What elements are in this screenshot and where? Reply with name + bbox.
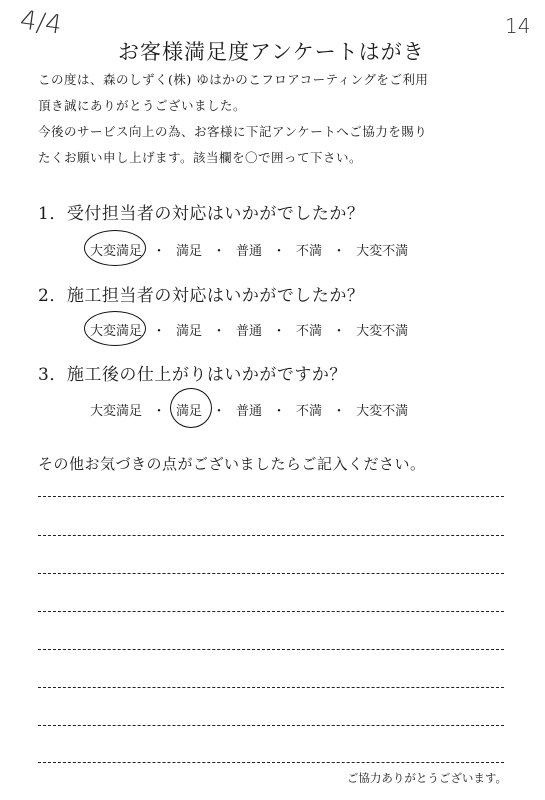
intro-line-3: 今後のサービス向上の為、お客様に下記アンケートへご協力を賜り [38, 124, 428, 139]
separator: ・ [152, 244, 166, 259]
separator: ・ [332, 244, 346, 259]
separator: ・ [152, 324, 166, 339]
option-very-dissatisfied[interactable]: 大変不満 [356, 324, 409, 339]
comment-line[interactable] [38, 535, 504, 536]
option-neutral[interactable]: 普通 [236, 244, 263, 259]
handwritten-corner-number: 14 [505, 14, 531, 38]
comment-line[interactable] [38, 496, 504, 497]
question-2-options [90, 320, 408, 339]
comment-line[interactable] [38, 762, 504, 763]
option-dissatisfied[interactable]: 不満 [296, 404, 323, 419]
option-dissatisfied[interactable]: 不満 [296, 244, 323, 259]
option-very-satisfied[interactable]: 大変満足 [90, 404, 143, 419]
question-2-label: 2．施工担当者の対応はいかがでしたか？ [38, 286, 365, 306]
question-1-label: 1．受付担当者の対応はいかがでしたか？ [38, 204, 365, 224]
selection-circle [84, 311, 146, 346]
option-neutral[interactable]: 普通 [236, 404, 263, 419]
separator: ・ [152, 404, 166, 419]
comment-line[interactable] [38, 687, 504, 688]
question-3-options [90, 400, 408, 419]
option-very-dissatisfied[interactable]: 大変不満 [356, 244, 409, 259]
separator: ・ [332, 404, 346, 419]
option-satisfied[interactable]: 満足 [176, 244, 203, 259]
selection-circle [170, 388, 212, 428]
intro-line-2: 頂き誠にありがとうございました。 [38, 98, 247, 113]
selection-circle [84, 230, 146, 266]
comment-line[interactable] [38, 611, 504, 612]
separator: ・ [272, 324, 286, 339]
separator: ・ [212, 404, 226, 419]
comment-line[interactable] [38, 725, 504, 726]
option-very-satisfied[interactable]: 大変満足 [90, 320, 142, 339]
question-1-options [90, 240, 408, 259]
intro-line-4: たくお願い申し上げます。該当欄を〇で囲って下さい。 [38, 150, 363, 165]
closing-note: ご協力ありがとうございます。 [346, 771, 507, 785]
separator: ・ [272, 244, 286, 259]
page-title: お客様満足度アンケートはがき [118, 40, 425, 64]
option-very-satisfied[interactable]: 大変満足 [90, 240, 142, 259]
option-dissatisfied[interactable]: 不満 [296, 324, 323, 339]
separator: ・ [212, 244, 226, 259]
option-very-dissatisfied[interactable]: 大変不満 [356, 404, 409, 419]
comment-line[interactable] [38, 649, 504, 650]
other-comments-prompt: その他お気づきの点がございましたらご記入ください。 [38, 455, 426, 473]
separator: ・ [332, 324, 346, 339]
option-satisfied[interactable]: 満足 [176, 400, 202, 419]
comment-line[interactable] [38, 573, 504, 574]
option-satisfied[interactable]: 満足 [176, 324, 203, 339]
separator: ・ [212, 324, 226, 339]
intro-line-1: この度は、森のしずく(株) ゆはかのこフロアコーティングをご利用 [38, 72, 429, 87]
question-3-label: 3．施工後の仕上がりはいかがですか？ [38, 365, 347, 385]
separator: ・ [272, 404, 286, 419]
handwritten-page-mark: 4/4 [18, 5, 64, 41]
option-neutral[interactable]: 普通 [236, 324, 263, 339]
